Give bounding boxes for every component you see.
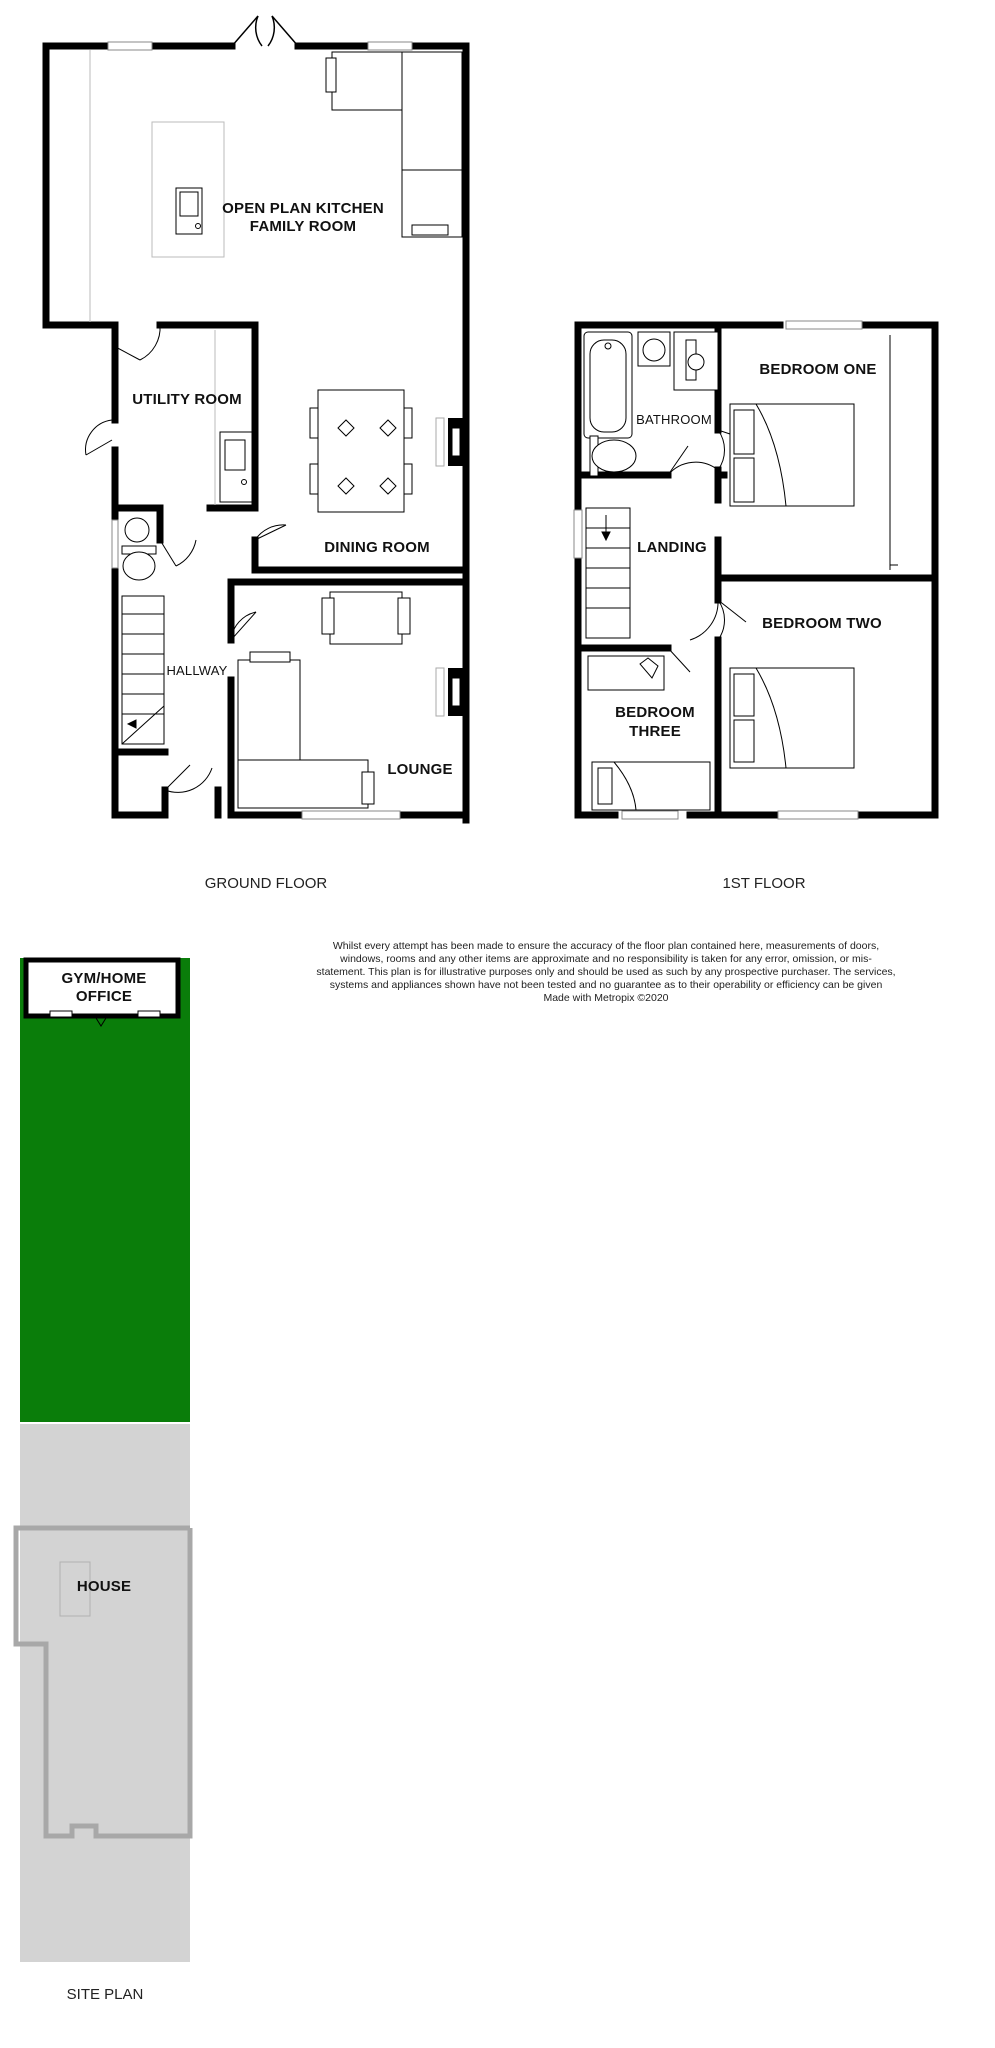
disclaimer-text: Whilst every attempt has been made to ensure the accuracy of the floor plan contained here, measurements of doors, windows, rooms and any other items are approximate and no responsibility is taken for any error, omission, or mis-statement. This plan is for illustrative purposes only and should be used as such by any prospective purchaser. The services, systems and appliances shown have not been tested and no guarantee as to their operability or efficiency can be given bbox=[316, 940, 896, 991]
staircase-icon bbox=[122, 596, 164, 744]
landing-label: LANDING bbox=[637, 539, 707, 556]
house-label: HOUSE bbox=[76, 1578, 132, 1595]
dining-room-label: DINING ROOM bbox=[324, 539, 430, 556]
site-plan-caption: SITE PLAN bbox=[66, 1986, 144, 2003]
first-floor-plan bbox=[574, 321, 935, 819]
utility-room-label: UTILITY ROOM bbox=[132, 391, 242, 408]
disclaimer-block bbox=[316, 940, 896, 1005]
landing-stairs-icon bbox=[586, 508, 630, 638]
metropix-credit: Made with Metropix ©2020 bbox=[543, 992, 669, 1004]
lounge-sofa-icon bbox=[238, 592, 410, 808]
lounge-label: LOUNGE bbox=[387, 761, 453, 778]
office-label-line1: GYM/HOME bbox=[61, 970, 147, 987]
bathroom-label: BATHROOM bbox=[636, 412, 712, 427]
bedroom-two-label: BEDROOM TWO bbox=[762, 615, 882, 632]
double-bed-icon bbox=[730, 404, 854, 506]
ground-floor-plan bbox=[46, 16, 466, 820]
first-floor-caption: 1ST FLOOR bbox=[722, 875, 806, 892]
sink-icon bbox=[176, 188, 202, 234]
gym-office-building bbox=[26, 960, 178, 1026]
utility-sink-icon bbox=[220, 432, 252, 502]
bedroom-one-label: BEDROOM ONE bbox=[759, 361, 877, 378]
bedroom-three-label-line1: BEDROOM bbox=[615, 704, 695, 721]
office-label-line2: OFFICE bbox=[75, 988, 133, 1005]
garden-area bbox=[20, 958, 190, 1422]
ground-floor-caption: GROUND FLOOR bbox=[204, 875, 328, 892]
bath-icon bbox=[584, 332, 718, 476]
wc-icon bbox=[122, 518, 156, 580]
kitchen-label-line2: FAMILY ROOM bbox=[249, 218, 357, 235]
site-plan-drawing bbox=[16, 958, 190, 1962]
hallway-label: HALLWAY bbox=[166, 663, 228, 678]
dining-table-icon bbox=[310, 390, 412, 512]
kitchen-label-line1: OPEN PLAN KITCHEN bbox=[222, 200, 384, 217]
double-bed-two-icon bbox=[730, 668, 854, 768]
bedroom-three-label-line2: THREE bbox=[629, 723, 681, 740]
